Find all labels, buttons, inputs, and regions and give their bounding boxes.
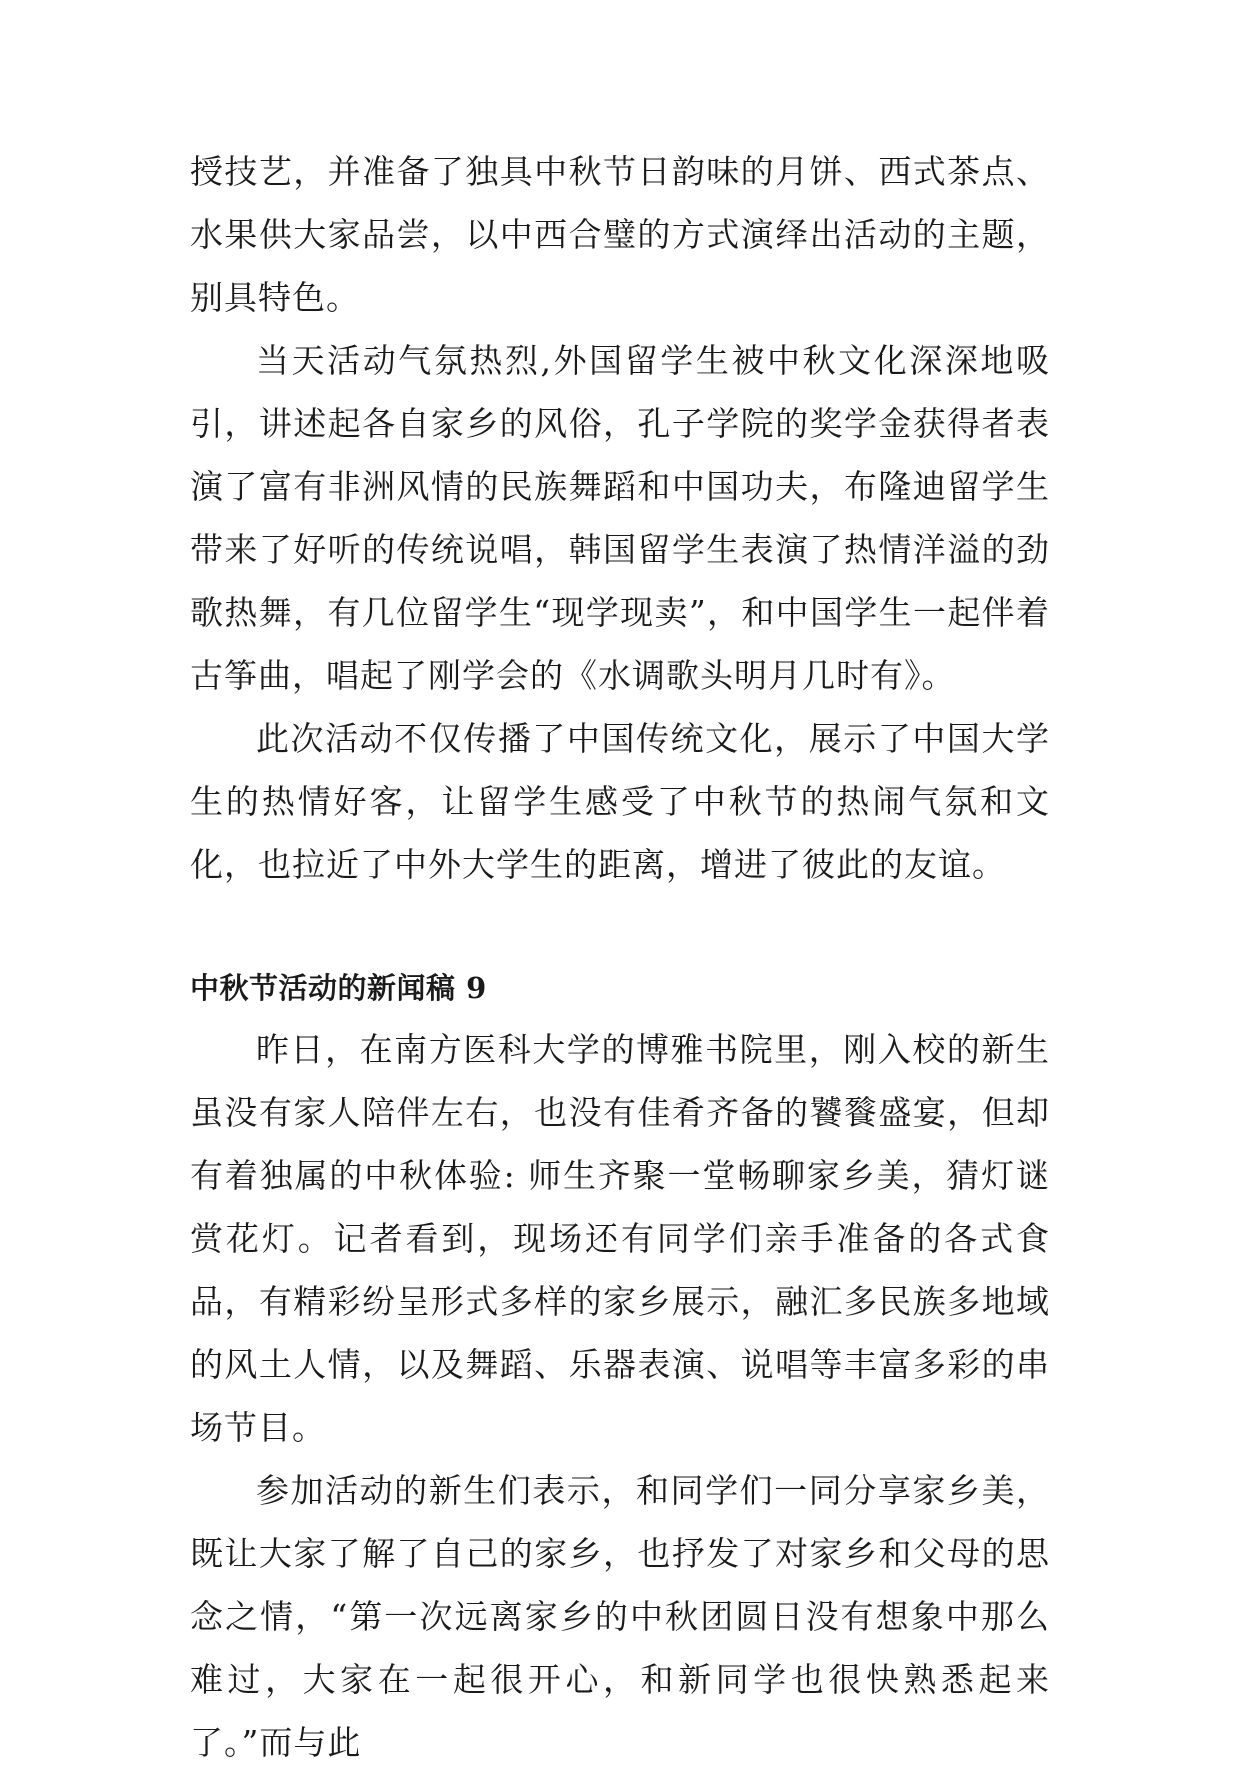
paragraph-activity-atmosphere: 当天活动气氛热烈,外国留学生被中秋文化深深地吸引，讲述起各自家乡的风俗，孔子学院的奖学金获得者表演了富有非洲风情的民族舞蹈和中国功夫，布隆迪留学生带来了好听的传统说唱，韩国留学生表演了热情洋溢的劲歌热舞，有几位留学生“现学现卖”，和中国学生一起伴着古筝曲，唱起了刚学会的《水调歌头明月几时有》。	[190, 341, 1050, 695]
paragraph-activity-significance: 此次活动不仅传播了中国传统文化，展示了中国大学生的热情好客，让留学生感受了中秋节的热闹气氛和文化，也拉近了中外大学生的距离，增进了彼此的友谊。	[190, 719, 1050, 884]
paragraph-news-intro: 昨日，在南方医科大学的博雅书院里，刚入校的新生虽没有家人陪伴左右，也没有佳肴齐备的饕餮盛宴，但却有着独属的中秋体验: 师生齐聚一堂畅聊家乡美，猜灯谜赏花灯。记者看到，现场还有同学们亲手准备的各式食品，有精彩纷呈形式多样的家乡展示，融汇多民族多地域的风土人情，以及舞蹈、乐器表演、说唱等丰富多彩的串场节目。	[190, 1030, 1050, 1447]
paragraph-continuation: 授技艺，并准备了独具中秋节日韵味的月饼、西式茶点、水果供大家品尝，以中西合璧的方式演绎出活动的主题，别具特色。	[190, 152, 1050, 317]
section-title: 中秋节活动的新闻稿 9	[190, 971, 487, 1005]
paragraph-student-remarks: 参加活动的新生们表示，和同学们一同分享家乡美，既让大家了解了自己的家乡，也抒发了对家乡和父母的思念之情，“第一次远离家乡的中秋团圆日没有想象中那么难过，大家在一起很开心，和新同学也很快熟悉起来了。”而与此	[190, 1471, 1050, 1762]
document-body	[190, 140, 1050, 1774]
